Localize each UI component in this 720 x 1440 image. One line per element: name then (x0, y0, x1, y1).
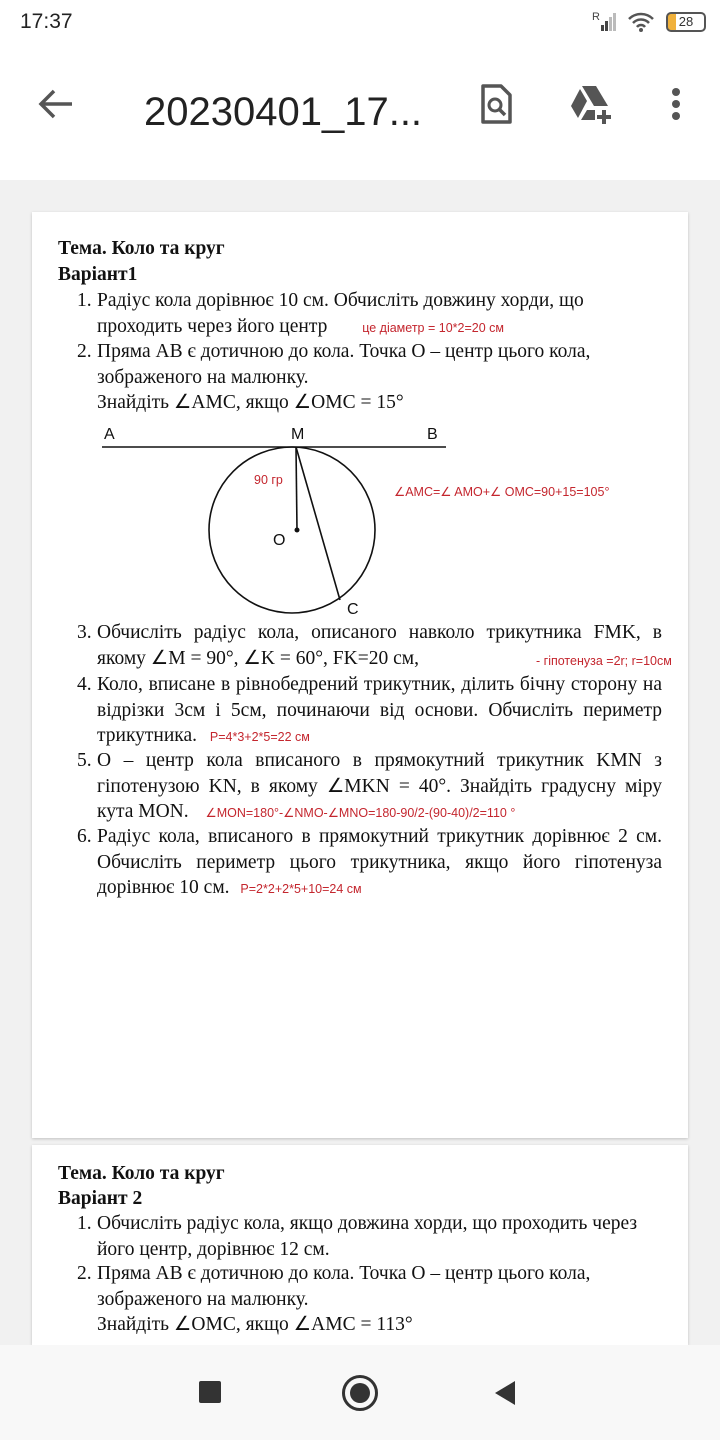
task-text: Пряма АВ є дотичною до кола. Точка О – центр цього кола, зображеного на малюнку. (97, 341, 591, 388)
more-vert-icon[interactable] (654, 82, 698, 126)
circle (209, 447, 375, 613)
answer-note: - гіпотенуза =2r; r=10см (536, 654, 672, 668)
label-b: B (427, 426, 438, 443)
status-bar (0, 0, 720, 50)
document-page-1 (32, 212, 688, 1138)
chord-mc (296, 447, 340, 600)
document-title: 20230401_17... (144, 90, 423, 134)
task-6 (77, 824, 662, 903)
variant-heading: Варіант1 (58, 264, 138, 285)
task-2 (77, 1261, 662, 1338)
segment-mo (296, 447, 297, 530)
task-text: Обчисліть радіус кола, якщо довжина хорди, що проходить через його центр, дорівнює 12 см. (97, 1213, 638, 1260)
wifi-icon (628, 12, 654, 32)
task-text: Обчисліть радіус кола, описаного навколо трикутника FMK, в якому ∠M = 90°, ∠K = 60°, FK=20 см, (97, 622, 662, 669)
geometry-figure (32, 412, 688, 622)
task-2 (77, 339, 662, 416)
battery-icon: 28 (666, 12, 706, 32)
drive-add-icon[interactable] (568, 82, 612, 126)
clock: 17:37 (20, 10, 73, 33)
document-page-2 (32, 1145, 688, 1345)
task-number: 2. (77, 341, 92, 362)
answer-note: ∠MON=180°-∠NMO-∠MNO=180-90/2-(90-40)/2=110 ° (205, 806, 516, 820)
topic-heading: Тема. Коло та круг (58, 238, 225, 259)
label-m: M (291, 426, 305, 443)
label-c: C (347, 601, 359, 618)
network-label: R (592, 11, 600, 23)
answer-note: P=2*2+2*5+10=24 см (240, 882, 362, 896)
navigation-bar (0, 1345, 720, 1440)
back-arrow-icon[interactable] (36, 84, 76, 124)
task-number: 1. (77, 1213, 92, 1234)
label-o: O (273, 532, 286, 549)
task-text: Пряма АВ є дотичною до кола. Точка О – центр цього кола, зображеного на малюнку. (97, 1263, 591, 1310)
search-document-icon[interactable] (474, 82, 518, 126)
home-button[interactable] (342, 1375, 378, 1411)
task-1 (77, 288, 662, 341)
task-text: Радіус кола, вписаного в прямокутний трикутник дорівнює 2 см. Обчисліть периметр цього трикутника, якщо його гіпотенуза дорівнює 10 см. (97, 826, 662, 898)
label-a: A (104, 426, 115, 443)
answer-note: P=4*3+2*5=22 см (209, 730, 310, 744)
task-number: 1. (77, 290, 92, 311)
variant-heading: Варіант 2 (58, 1188, 143, 1209)
answer-note: ∠AMC=∠ AMO+∠ OMC=90+15=105° (394, 485, 610, 499)
signal-icon (592, 13, 616, 31)
task-text: Коло, вписане в рівнобедрений трикутник, ділить бічну сторону на відрізки 3см і 5см, починаючи від основи. Обчисліть периметр трикутника. (97, 674, 662, 746)
angle-note: 90 гр (254, 473, 283, 487)
back-button[interactable] (493, 1380, 517, 1406)
answer-note: це діаметр = 10*2=20 см (362, 320, 504, 335)
task-text: О – центр кола вписаного в прямокутний трикутник KMN з гіпотенузою KN, в якому ∠MKN = 40°. Знайдіть градусну міру кута MON. (97, 750, 662, 822)
app-bar (0, 50, 720, 180)
task-4 (77, 672, 662, 751)
task-number: 5. (77, 750, 92, 771)
task-5 (77, 748, 662, 827)
task-1 (77, 1211, 662, 1262)
task-number: 4. (77, 674, 92, 695)
center-point (295, 528, 300, 533)
task-number: 6. (77, 826, 92, 847)
recents-button[interactable] (199, 1381, 221, 1403)
task-question: Знайдіть ∠OMC, якщо ∠AMC = 113° (97, 1314, 413, 1335)
topic-heading: Тема. Коло та круг (58, 1163, 225, 1184)
task-number: 2. (77, 1263, 92, 1284)
task-number: 3. (77, 622, 92, 643)
task-question: Знайдіть ∠AMC, якщо ∠OMC = 15° (97, 392, 404, 413)
task-text: Радіус кола дорівнює 10 см. Обчисліть довжину хорди, що проходить через його центр (97, 290, 584, 337)
